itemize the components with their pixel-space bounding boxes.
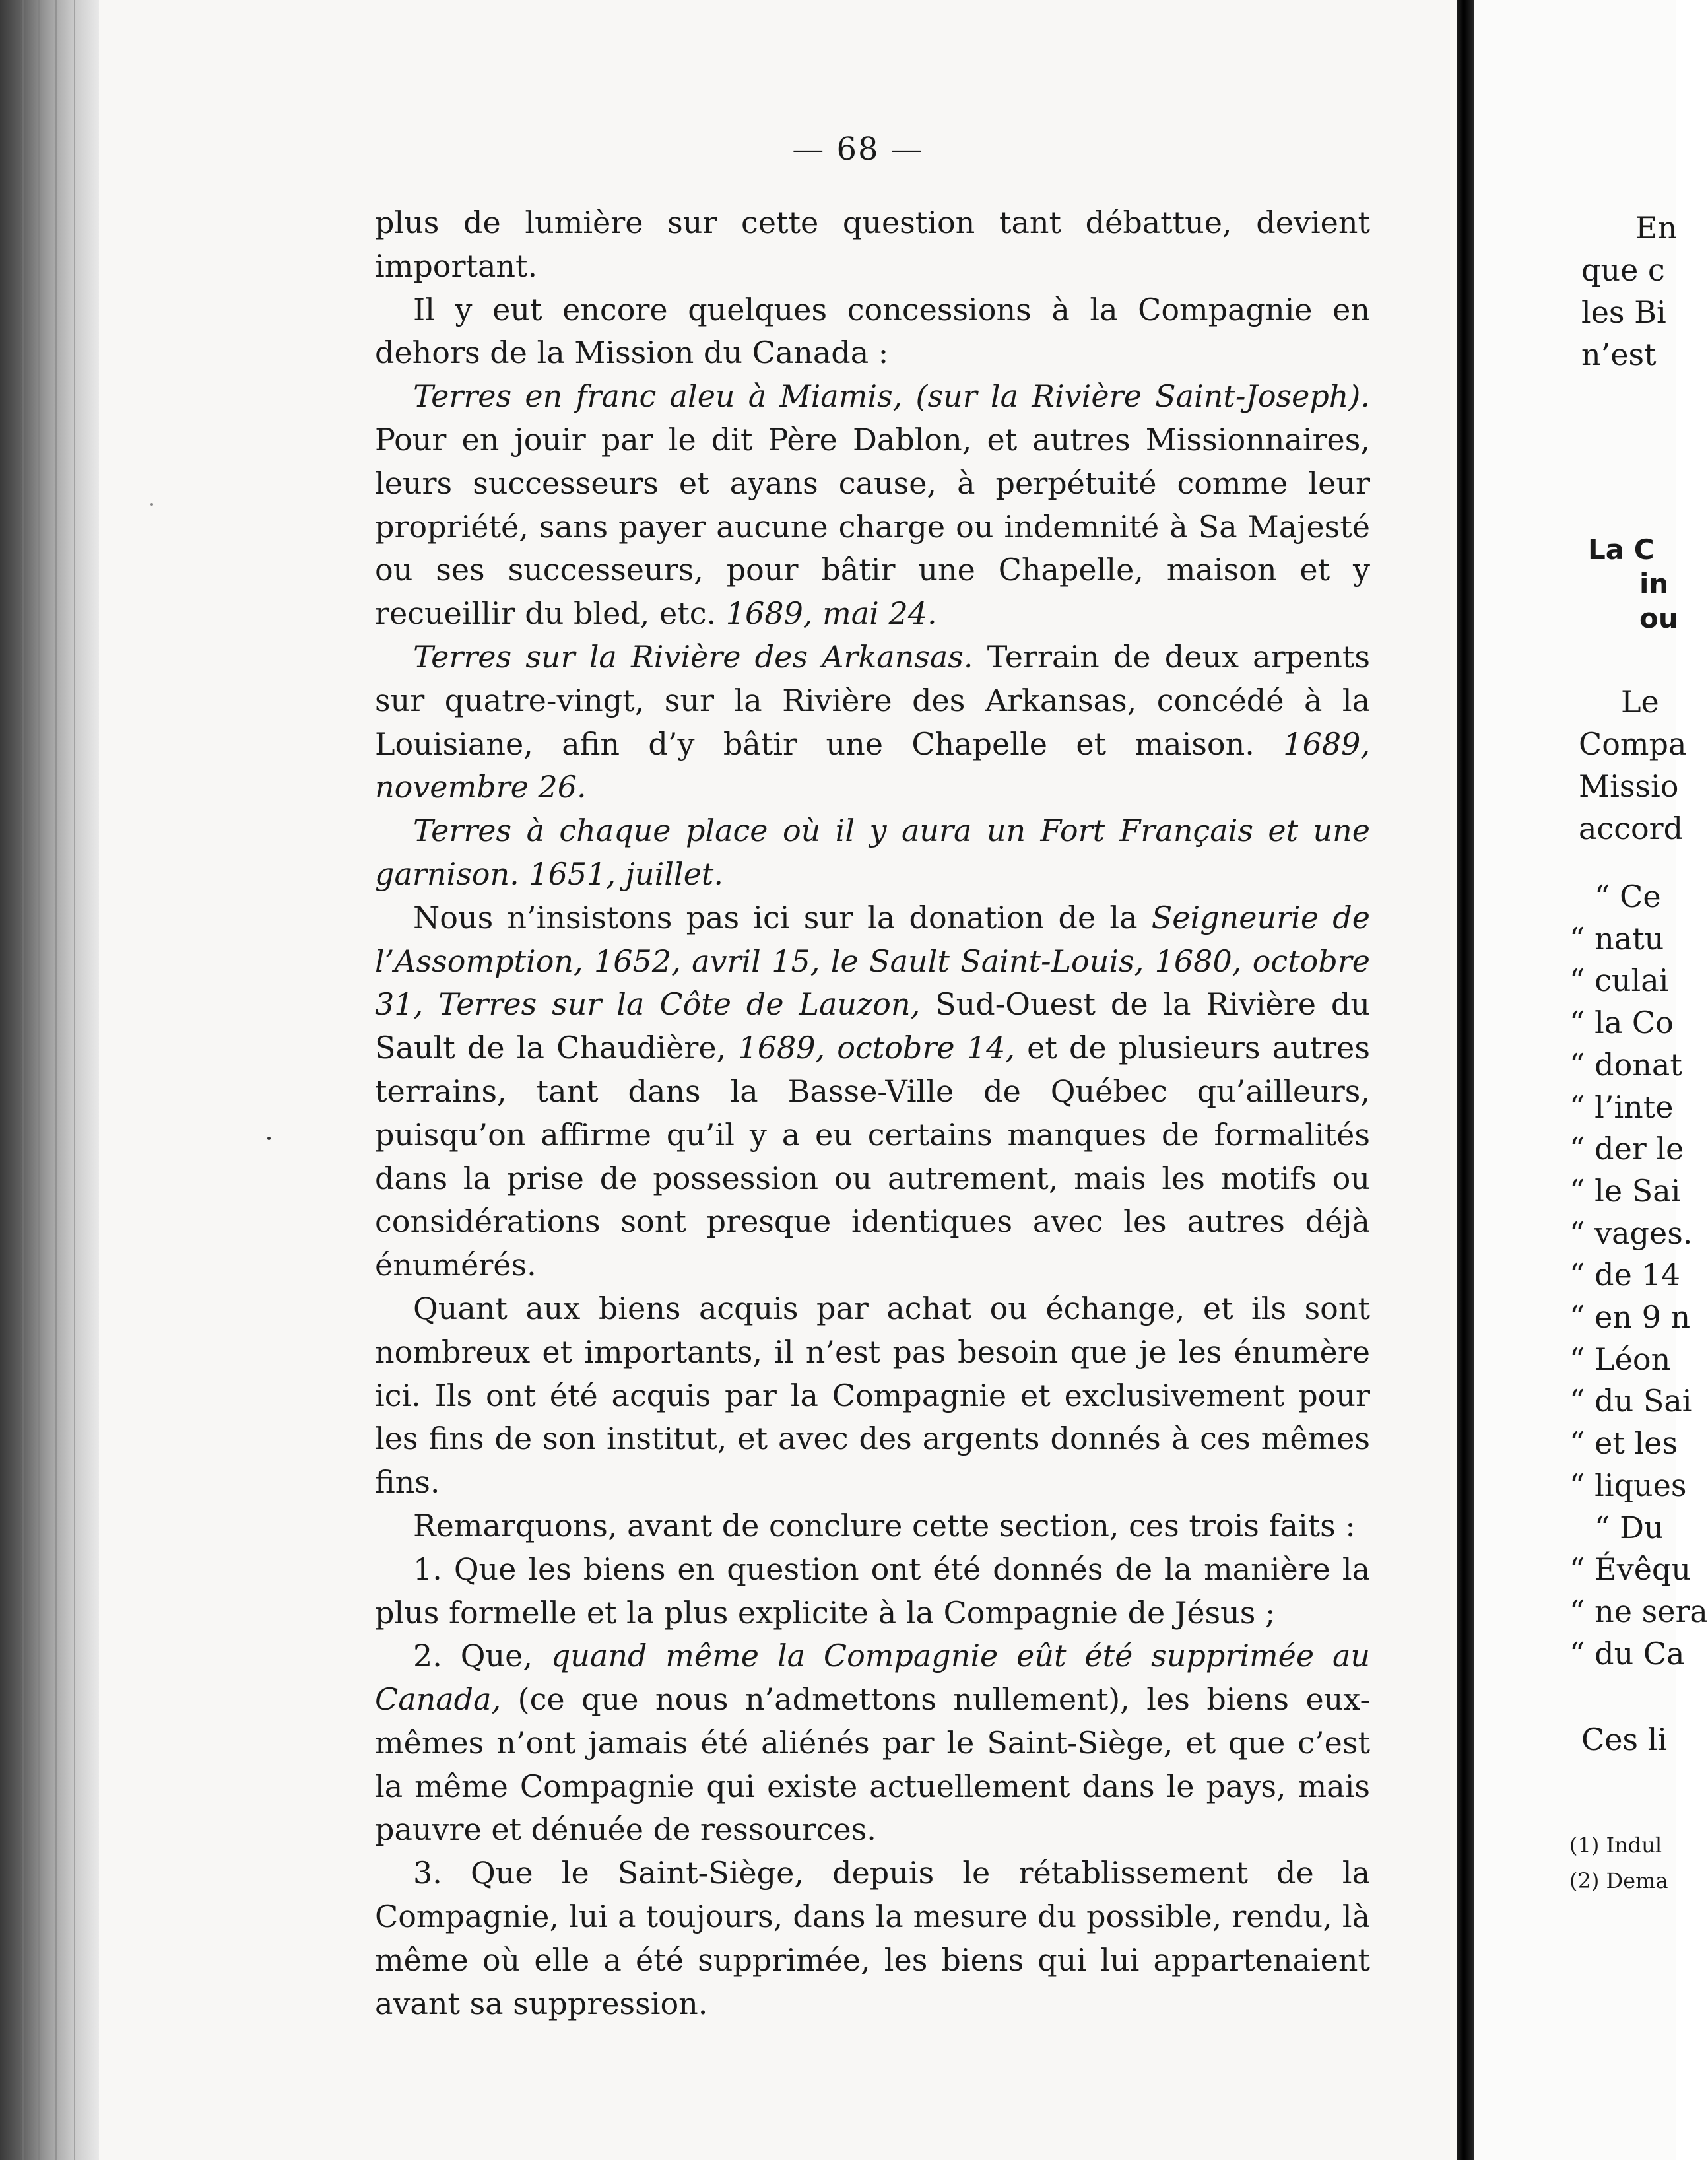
text-run: Il y eut encore quelques concessions à la Compagnie en dehors de la Mission du Canada : [375,291,1370,371]
scan-speck [267,1137,271,1140]
right-page-quote-line: “ natu [1569,921,1664,957]
italic-text: Terres à chaque place où il y aura un Fort Français et une garnison. 1651, juillet. [375,813,1370,892]
paragraph [375,1548,1370,1635]
right-page-line: Compa [1579,726,1687,762]
text-run: Pour en jouir par le dit Père Dablon, et autres Missionnaires, leurs successeurs et ayans cause, à perpétuité comme leur propriété, sans payer aucune charge ou indemnité à Sa Majesté ou ses successeurs, pour bâtir une Chapelle, maison et y recueillir du bled, etc. [375,421,1370,632]
text-run: 3. Que le Saint-Siège, depuis le rétablissement de la Compagnie, lui a toujours, dans la mesure du possible, rendu, là même où elle a été supprimée, les biens qui lui appartenaient avant sa suppression. [375,1855,1370,2021]
text-run: Terrain de deux arpents sur quatre-vingt, sur la Rivière des Arkansas, concédé à la Louisiane, afin d’y bâtir une Chapelle et maison. [375,638,1370,762]
right-page-quote-line: “ der le [1569,1131,1684,1166]
right-page-quote-line: “ l’inte [1569,1089,1674,1125]
page-body-text [375,201,1370,2025]
right-page-quote-line: “ de 14 [1569,1257,1680,1293]
italic-text: 1689, mai 24. [725,595,937,632]
page-edge-line [38,0,40,2160]
right-page-heading-line: La C [1588,533,1655,566]
paragraph [375,1287,1370,1504]
right-page-quote-line: “ Du [1594,1510,1664,1545]
right-page-footnote: (1) Indul [1569,1833,1662,1858]
page-edge-line [74,0,75,2160]
italic-text: 1689, novembre 26. [375,726,1370,805]
text-run: Quant aux biens acquis par achat ou échange, et ils sont nombreux et importants, il n’est pas besoin que je les énumère ici. Ils ont été acquis par la Compagnie et exclusivement pour les fins de son institut, et avec des argents donnés à ces mêmes fins. [375,1290,1370,1501]
text-run: (ce que nous n’admettons nullement), les biens eux-mêmes n’ont jamais été aliénés par le Saint-Siège, et que c’est la même Compagnie qui existe actuellement dans le pays, mais pauvre et dénuée de ressources. [375,1681,1370,1848]
page-number: — 68 — [792,131,924,168]
right-page-heading-line: in [1639,568,1669,600]
right-page-line: que c [1581,252,1665,288]
paragraph [375,636,1370,809]
right-page-quote-line: “ Léon [1569,1341,1671,1377]
right-page-line: Missio [1579,768,1679,804]
right-page-heading-line: ou [1639,602,1678,634]
page-edge-line [55,0,57,2160]
right-page-quote-line: “ Ce [1594,879,1661,914]
right-page-quote-line: “ culai [1569,962,1669,998]
paragraph [375,1635,1370,1852]
text-run: 2. Que, [413,1638,551,1674]
right-page-quote-line: “ la Co [1569,1005,1674,1040]
right-page-line: En [1635,210,1678,246]
right-page-footnote: (2) Dema [1569,1868,1668,1893]
page-edge-line [22,0,24,2160]
right-page-quote-line: “ Évêqu [1569,1551,1691,1587]
text-run: plus de lumière sur cette question tant débattue, devient important. [375,205,1370,284]
book-spine [1457,0,1474,2160]
right-page-quote-line: “ vages. [1569,1215,1693,1251]
italic-text: quand même la Compagnie eût été supprimée au Canada, [375,1638,1370,1718]
right-page-quote-line: “ en 9 n [1569,1299,1691,1335]
right-page-line: n’est [1581,337,1657,372]
paragraph [375,809,1370,896]
italic-text: 1689, octobre 14, [738,1030,1015,1066]
text-run: Remarquons, avant de conclure cette section, ces trois faits : [413,1507,1356,1543]
scan-speck [150,503,153,506]
italic-text: Seigneurie de l’Assomption, 1652, avril 15, le Sault Saint-Louis, 1680, octobre 31, Terres sur la Côte de Lauzon, [375,899,1370,1023]
text-run: 1. Que les biens en question ont été donnés de la manière la plus formelle et la plus explicite à la Compagnie de Jésus ; [375,1551,1370,1631]
paragraph [375,1504,1370,1548]
paragraph [375,375,1370,636]
text-run: et de plusieurs autres terrains, tant dans la Basse-Ville de Québec qu’ailleurs, puisqu’on affirme qu’il y a eu certains manques de formalités dans la prise de possession ou autrement, mais les motifs ou considérations sont presque identiques avec les autres déjà énumérés. [375,1030,1370,1283]
right-page-quote-line: “ du Ca [1569,1636,1685,1671]
right-page-quote-line: “ ne sera [1569,1594,1708,1629]
text-run: Sud-Ouest de la Rivière du Sault de la Chaudière, [375,986,1371,1066]
right-page-line: accord [1579,811,1684,846]
right-page-quote-line: “ liques [1569,1468,1687,1503]
paragraph [375,288,1370,376]
right-page-quote-line: “ du Sai [1569,1383,1692,1419]
right-page-quote-line: “ et les [1569,1425,1678,1461]
italic-text: Terres en franc aleu à Miamis, (sur la Rivière Saint-Joseph). [413,378,1370,415]
left-page-edge-stack [0,0,99,2160]
paragraph [375,201,1370,288]
right-page-quote-line: “ donat [1569,1047,1682,1083]
paragraph [375,1852,1370,2025]
right-page-line: Le [1621,684,1659,720]
right-page-line: Ces li [1581,1722,1668,1757]
right-page-line: les Bi [1581,294,1666,330]
paragraph [375,896,1370,1287]
right-page-quote-line: “ le Sai [1569,1173,1681,1209]
text-run: Nous n’insistons pas ici sur la donation de la [413,899,1152,935]
italic-text: Terres sur la Rivière des Arkansas. [413,638,973,675]
